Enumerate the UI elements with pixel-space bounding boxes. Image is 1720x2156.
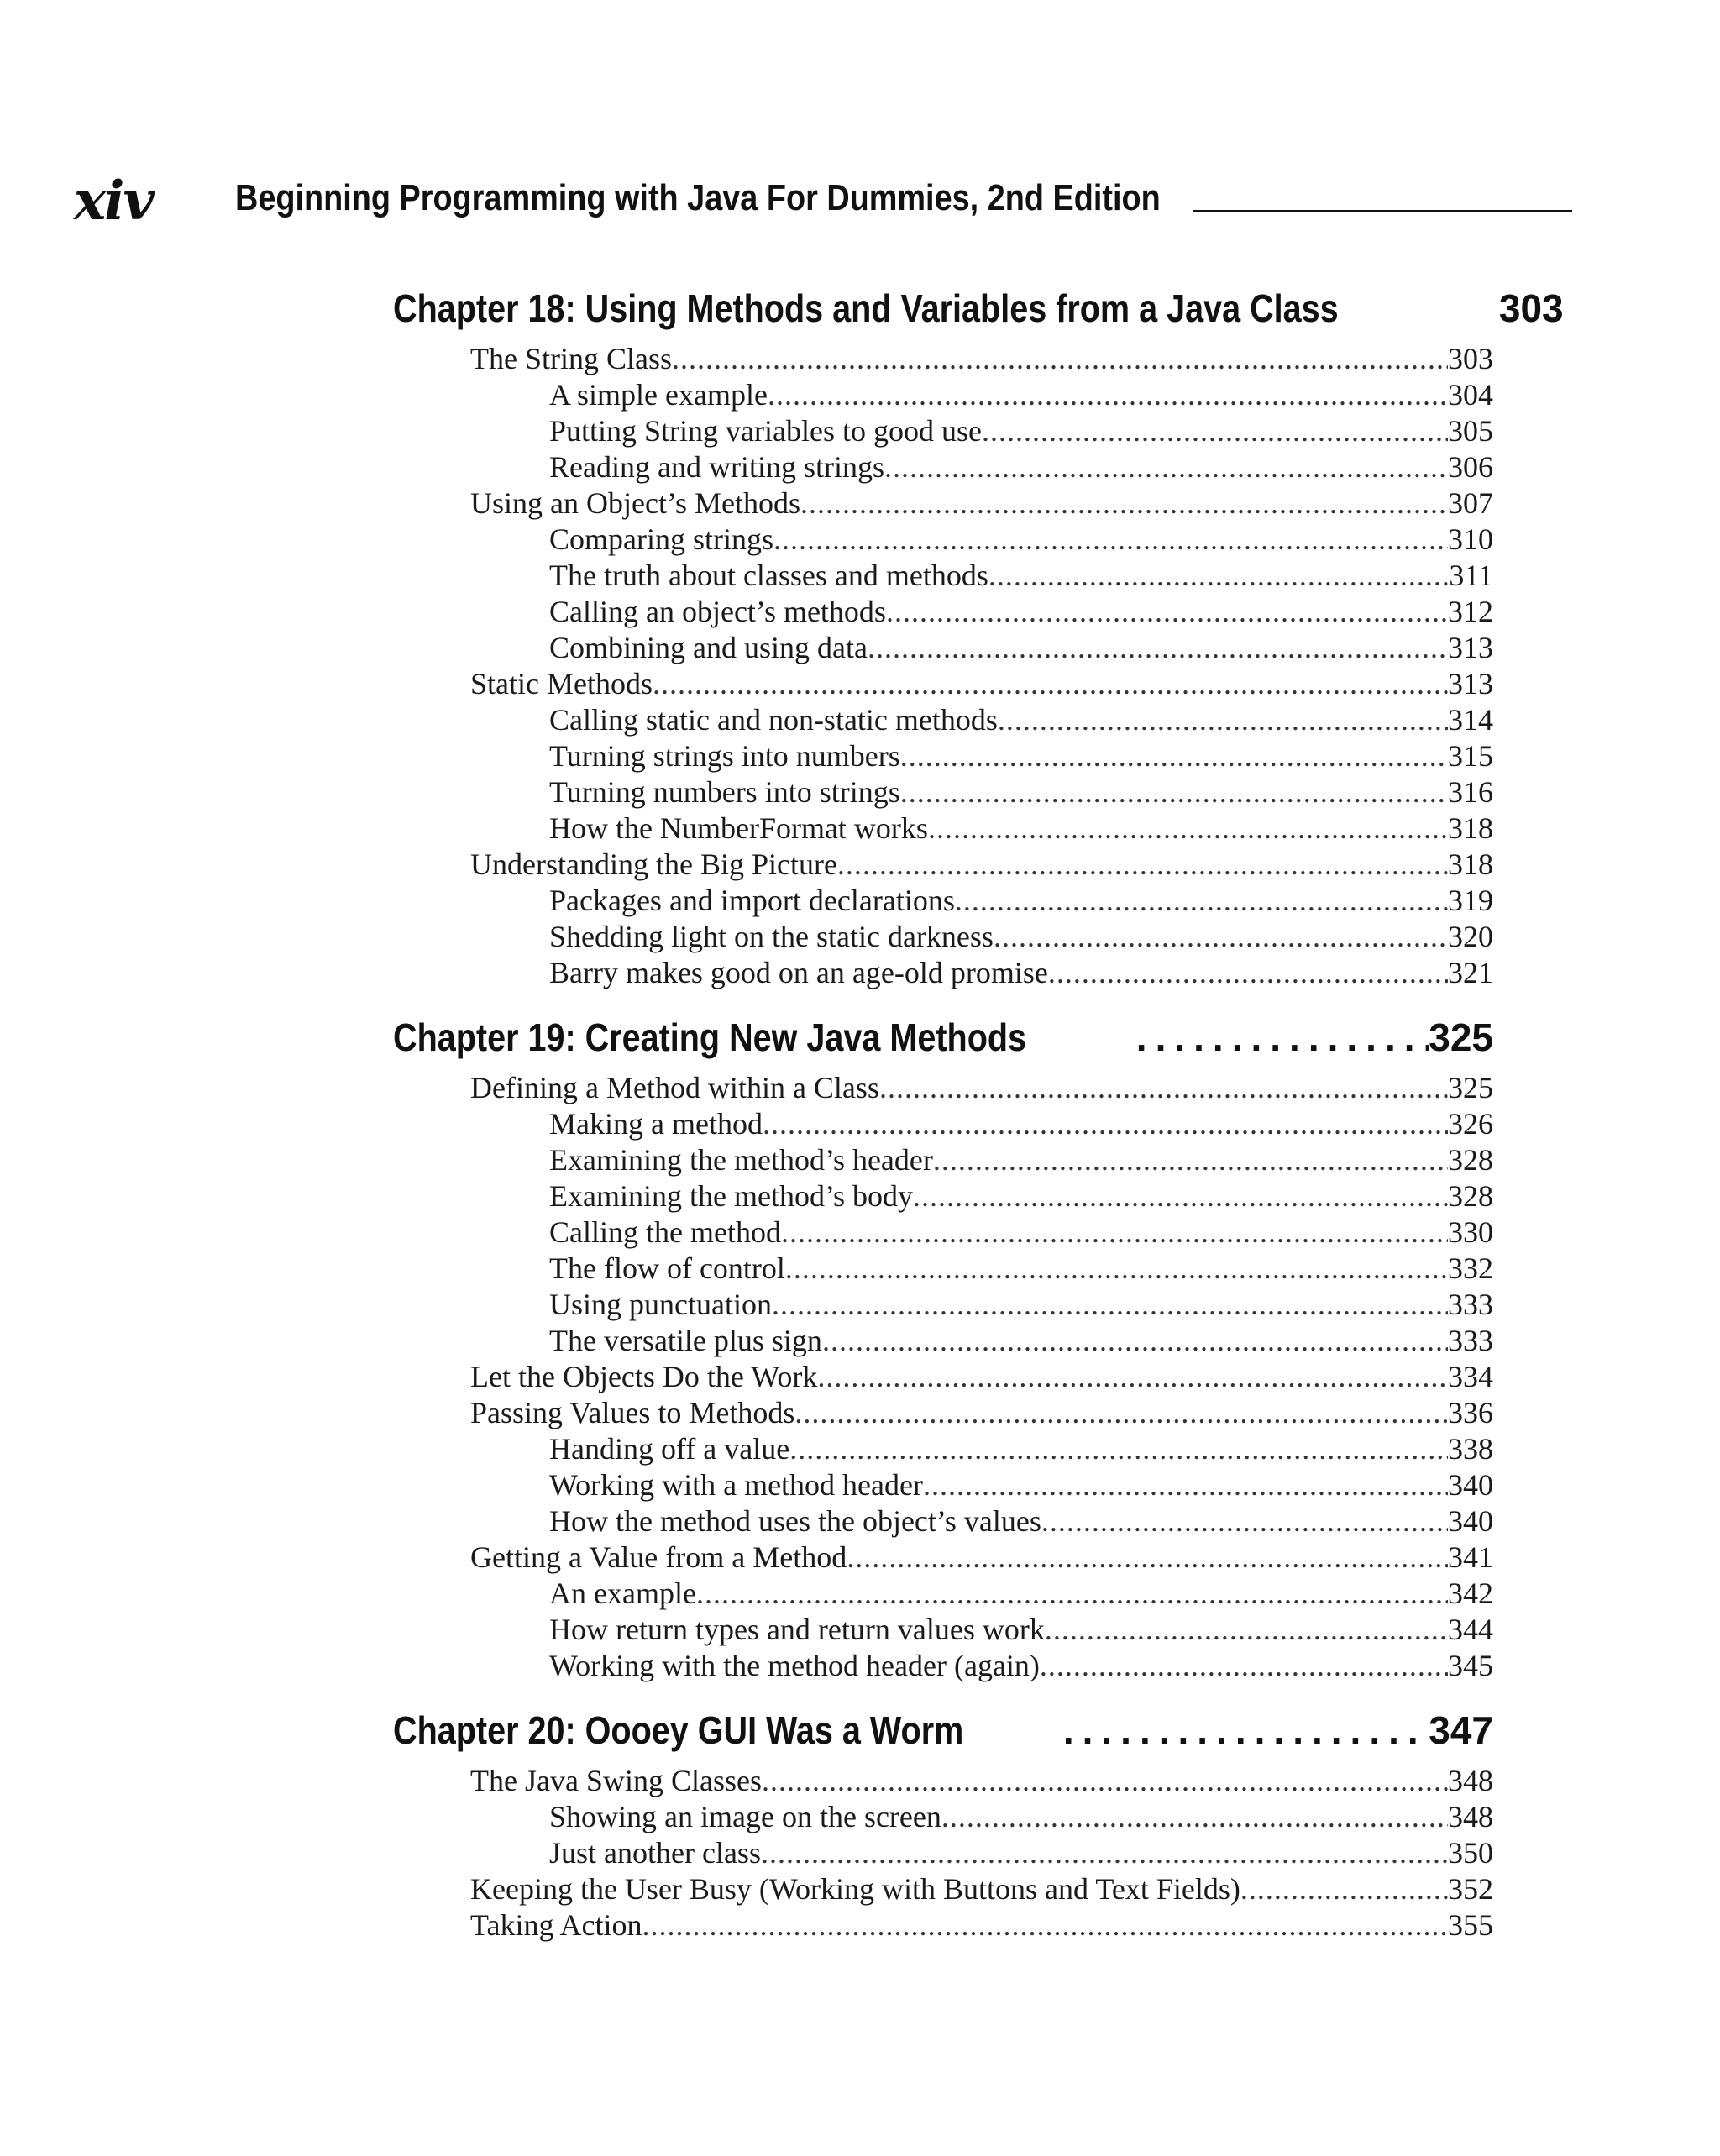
dot-leader (1057, 1699, 1429, 1761)
entry-page-number: 312 (1448, 595, 1493, 628)
dot-leader (761, 1835, 1448, 1871)
entry-title: Calling the method (549, 1215, 781, 1249)
section-entry[interactable] (393, 485, 1493, 522)
entry-title: Working with the method header (again) (549, 1649, 1040, 1682)
entry-page-number: 313 (1448, 667, 1493, 700)
dot-leader (1048, 955, 1448, 991)
dot-leader (847, 1540, 1448, 1576)
entry-page-number: 307 (1448, 486, 1493, 520)
entry-page-number: 326 (1448, 1107, 1493, 1141)
dot-leader (794, 1395, 1448, 1431)
chapter-heading[interactable] (393, 277, 1564, 339)
subsection-entry[interactable] (393, 594, 1493, 630)
entry-title: Putting String variables to good use (549, 414, 982, 448)
entry-list (393, 1070, 1493, 1684)
dot-leader (781, 1214, 1448, 1251)
subsection-entry[interactable] (393, 955, 1493, 991)
subsection-entry[interactable] (393, 1323, 1493, 1359)
entry-title: Passing Values to Methods (470, 1396, 795, 1429)
dot-leader (879, 1070, 1448, 1106)
header-rule (1193, 210, 1572, 212)
dot-leader (884, 449, 1448, 485)
entry-page-number: 336 (1448, 1396, 1493, 1429)
entry-title: Examining the method’s body (549, 1179, 913, 1213)
dot-leader (837, 847, 1448, 883)
entry-page-number: 330 (1448, 1215, 1493, 1249)
subsection-entry[interactable] (393, 449, 1493, 485)
chapter-title: Chapter 20: Oooey GUI Was a Worm (393, 1708, 964, 1752)
dot-leader (868, 630, 1448, 666)
dot-leader (773, 522, 1448, 558)
entry-page-number: 304 (1448, 378, 1493, 412)
entry-page-number: 345 (1448, 1649, 1493, 1682)
subsection-entry[interactable] (393, 738, 1493, 774)
chapter-page-number: 303 (1498, 286, 1564, 330)
section-entry[interactable] (393, 1070, 1493, 1106)
entry-page-number: 328 (1448, 1143, 1493, 1177)
entry-title: The versatile plus sign (549, 1324, 822, 1357)
entry-title: Using an Object’s Methods (470, 486, 800, 520)
subsection-entry[interactable] (393, 1142, 1493, 1178)
chapter-heading[interactable] (393, 1699, 1493, 1761)
dot-leader (900, 738, 1448, 774)
entry-title: The String Class (470, 342, 672, 375)
section-entry[interactable] (393, 1763, 1493, 1799)
entry-title: A simple example (549, 378, 768, 412)
table-of-contents (393, 277, 1564, 1959)
book-title: Beginning Programming with Java For Dummies, 2nd Edition (235, 177, 1161, 218)
subsection-entry[interactable] (393, 522, 1493, 558)
entry-title: Calling an object’s methods (549, 595, 886, 628)
section-entry[interactable] (393, 847, 1493, 883)
dot-leader (672, 341, 1448, 377)
entry-page-number: 315 (1448, 739, 1493, 773)
entry-title: An example (549, 1576, 696, 1610)
subsection-entry[interactable] (393, 1799, 1493, 1835)
entry-title: Using punctuation (549, 1288, 772, 1321)
dot-leader (928, 810, 1448, 847)
dot-leader (1045, 1612, 1448, 1648)
entry-page-number: 328 (1448, 1179, 1493, 1213)
entry-page-number: 305 (1448, 414, 1493, 448)
subsection-entry[interactable] (393, 702, 1493, 738)
entry-title: The flow of control (549, 1251, 785, 1285)
dot-leader (653, 666, 1448, 702)
entry-title: Taking Action (470, 1908, 642, 1942)
entry-page-number: 344 (1448, 1613, 1493, 1646)
subsection-entry[interactable] (393, 1467, 1493, 1503)
entry-title: Combining and using data (549, 631, 868, 664)
dot-leader (1240, 1871, 1448, 1907)
entry-page-number: 316 (1448, 775, 1493, 809)
chapter-section (393, 277, 1564, 991)
entry-page-number: 348 (1448, 1800, 1493, 1833)
section-entry[interactable] (393, 666, 1493, 702)
dot-leader (817, 1359, 1448, 1395)
entry-page-number: 342 (1448, 1576, 1493, 1610)
entry-page-number: 334 (1448, 1360, 1493, 1393)
entry-page-number: 313 (1448, 631, 1493, 664)
entry-page-number: 355 (1448, 1908, 1493, 1942)
dot-leader (763, 1106, 1448, 1142)
entry-page-number: 340 (1448, 1468, 1493, 1502)
entry-title: The Java Swing Classes (470, 1764, 762, 1797)
entry-page-number: 350 (1448, 1836, 1493, 1870)
subsection-entry[interactable] (393, 1287, 1493, 1323)
subsection-entry[interactable] (393, 1106, 1493, 1142)
entry-page-number: 311 (1449, 559, 1493, 592)
chapter-title: Chapter 18: Using Methods and Variables from a Java Class (393, 286, 1339, 330)
entry-title: The truth about classes and methods (549, 559, 988, 592)
entry-title: How the method uses the object’s values (549, 1504, 1041, 1538)
entry-title: Getting a Value from a Method (470, 1540, 847, 1574)
entry-title: Working with a method header (549, 1468, 923, 1502)
entry-page-number: 320 (1448, 920, 1493, 953)
dot-leader (762, 1763, 1448, 1799)
entry-list (393, 341, 1493, 991)
entry-page-number: 306 (1448, 450, 1493, 484)
section-entry[interactable] (393, 1871, 1493, 1907)
chapter-page-number: 325 (1429, 1015, 1493, 1059)
entry-page-number: 332 (1448, 1251, 1493, 1285)
chapter-title: Chapter 19: Creating New Java Methods (393, 1015, 1027, 1059)
entry-title: Showing an image on the screen (549, 1800, 941, 1833)
section-entry[interactable] (393, 1540, 1493, 1576)
dot-leader (1040, 1648, 1448, 1684)
entry-title: Handing off a value (549, 1432, 790, 1466)
entry-title: Shedding light on the static darkness (549, 920, 994, 953)
entry-page-number: 318 (1448, 847, 1493, 881)
subsection-entry[interactable] (393, 1503, 1493, 1540)
entry-title: Let the Objects Do the Work (470, 1360, 818, 1393)
dot-leader (822, 1323, 1448, 1359)
entry-title: Comparing strings (549, 522, 773, 556)
entry-page-number: 319 (1448, 884, 1493, 917)
subsection-entry[interactable] (393, 1178, 1493, 1214)
entry-page-number: 303 (1448, 342, 1493, 375)
dot-leader (789, 1431, 1448, 1467)
entry-title: Keeping the User Busy (Working with Buttons and Text Fields) (470, 1872, 1240, 1906)
dot-leader (913, 1178, 1448, 1214)
dot-leader (923, 1467, 1448, 1503)
dot-leader (772, 1287, 1448, 1323)
section-entry[interactable] (393, 1359, 1493, 1395)
subsection-entry[interactable] (393, 558, 1493, 594)
dot-leader (900, 774, 1448, 810)
dot-leader (785, 1251, 1448, 1287)
subsection-entry[interactable] (393, 919, 1493, 955)
entry-page-number: 333 (1448, 1324, 1493, 1357)
subsection-entry[interactable] (393, 1648, 1493, 1684)
entry-title: Turning strings into numbers (549, 739, 900, 773)
dot-leader (768, 377, 1448, 413)
entry-title: How return types and return values work (549, 1613, 1045, 1646)
dot-leader (988, 558, 1449, 594)
subsection-entry[interactable] (393, 883, 1493, 919)
page-number: xiv (74, 170, 153, 233)
section-entry[interactable] (393, 341, 1493, 377)
entry-title: Static Methods (470, 667, 653, 700)
dot-leader (933, 1142, 1448, 1178)
entry-page-number: 318 (1448, 811, 1493, 845)
subsection-entry[interactable] (393, 1431, 1493, 1467)
chapter-section (393, 1006, 1493, 1684)
dot-leader (955, 883, 1448, 919)
entry-title: Examining the method’s header (549, 1143, 933, 1177)
section-entry[interactable] (393, 1395, 1493, 1431)
subsection-entry[interactable] (393, 413, 1493, 449)
dot-leader (886, 594, 1448, 630)
entry-title: How the NumberFormat works (549, 811, 928, 845)
dot-leader (642, 1907, 1448, 1944)
chapter-section (393, 1699, 1493, 1944)
entry-title: Defining a Method within a Class (470, 1071, 879, 1104)
entry-list (393, 1763, 1493, 1944)
dot-leader (1130, 1006, 1429, 1068)
entry-title: Making a method (549, 1107, 763, 1141)
entry-page-number: 348 (1448, 1764, 1493, 1797)
page-header (74, 168, 1502, 235)
entry-title: Just another class (549, 1836, 761, 1870)
subsection-entry[interactable] (393, 377, 1493, 413)
dot-leader (941, 1799, 1448, 1835)
entry-title: Reading and writing strings (549, 450, 884, 484)
entry-page-number: 333 (1448, 1288, 1493, 1321)
chapter-heading[interactable] (393, 1006, 1493, 1068)
subsection-entry[interactable] (393, 1612, 1493, 1648)
entry-page-number: 338 (1448, 1432, 1493, 1466)
entry-page-number: 321 (1448, 956, 1493, 989)
dot-leader (1492, 277, 1499, 339)
entry-page-number: 325 (1448, 1071, 1493, 1104)
dot-leader (982, 413, 1448, 449)
section-entry[interactable] (393, 1907, 1493, 1944)
chapter-page-number: 347 (1429, 1708, 1493, 1752)
entry-title: Understanding the Big Picture (470, 847, 837, 881)
subsection-entry[interactable] (393, 1576, 1493, 1612)
entry-page-number: 314 (1448, 703, 1493, 737)
dot-leader (800, 485, 1448, 522)
entry-page-number: 352 (1448, 1872, 1493, 1906)
entry-title: Turning numbers into strings (549, 775, 900, 809)
dot-leader (998, 702, 1448, 738)
entry-page-number: 341 (1448, 1540, 1493, 1574)
entry-page-number: 340 (1448, 1504, 1493, 1538)
entry-title: Calling static and non-static methods (549, 703, 998, 737)
dot-leader (696, 1576, 1448, 1612)
entry-page-number: 310 (1448, 522, 1493, 556)
dot-leader (1041, 1503, 1448, 1540)
subsection-entry[interactable] (393, 1214, 1493, 1251)
subsection-entry[interactable] (393, 810, 1493, 847)
dot-leader (994, 919, 1448, 955)
subsection-entry[interactable] (393, 630, 1493, 666)
entry-title: Barry makes good on an age-old promise (549, 956, 1048, 989)
entry-title: Packages and import declarations (549, 884, 955, 917)
subsection-entry[interactable] (393, 1835, 1493, 1871)
subsection-entry[interactable] (393, 774, 1493, 810)
subsection-entry[interactable] (393, 1251, 1493, 1287)
